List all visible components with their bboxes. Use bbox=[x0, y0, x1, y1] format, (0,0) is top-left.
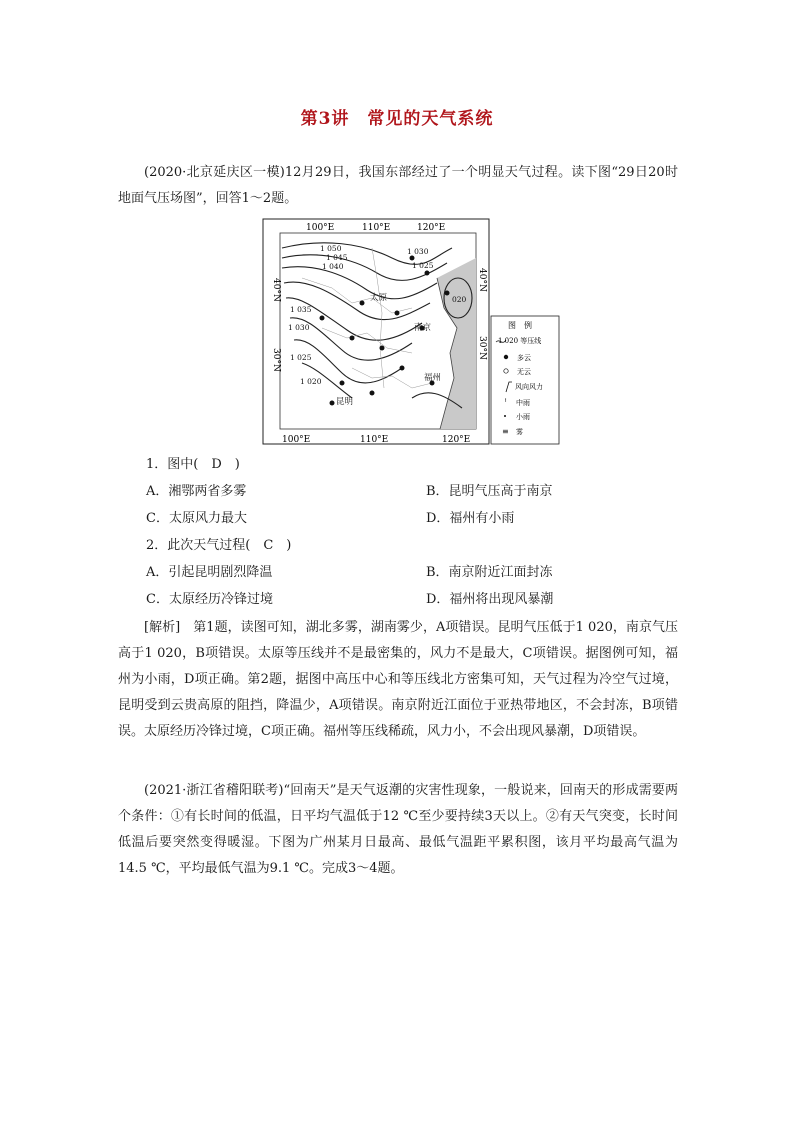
q1-option-b: B．昆明气压高于南京 bbox=[426, 484, 553, 499]
q1-option-a: A．湘鄂两省多雾 bbox=[146, 484, 247, 499]
question-intro-1: (2020·北京延庆区一模)12月29日，我国东部经过了一个明显天气过程。读下图“29日20时地面气压场图”，回答1～2题。 bbox=[118, 165, 678, 206]
q2-stem: 2．此次天气过程( C ) bbox=[146, 538, 292, 553]
isobar-label: 1 020 bbox=[300, 377, 322, 386]
svg-text:⠃: ⠃ bbox=[504, 398, 510, 406]
legend-cloudy: 多云 bbox=[517, 354, 531, 362]
isobar-label: 1 030 bbox=[288, 323, 310, 332]
lat-label-right: 30°N bbox=[477, 336, 487, 360]
pressure-map-figure bbox=[262, 218, 562, 446]
city-label-fuzhou: 福州 bbox=[424, 373, 442, 383]
q1-option-d: D．福州有小雨 bbox=[426, 511, 515, 526]
lat-label-left: 40°N bbox=[271, 278, 281, 302]
city-label-nanjing: 南京 bbox=[414, 323, 432, 333]
isobar-label: 1 035 bbox=[290, 305, 312, 314]
lon-label-bottom: 100°E bbox=[282, 435, 311, 445]
legend-moderate-rain: 中雨 bbox=[516, 399, 530, 407]
legend-clear: 无云 bbox=[517, 368, 531, 376]
legend-title: 图 例 bbox=[508, 321, 532, 330]
isobar-label: 020 bbox=[452, 295, 467, 304]
legend-isobar: 1 020 等压线 bbox=[498, 337, 542, 345]
lon-label-bottom: 120°E bbox=[442, 435, 471, 445]
legend-light-rain: 小雨 bbox=[516, 413, 530, 421]
city-label-kunming: 昆明 bbox=[336, 397, 354, 407]
isobar-label: 1 040 bbox=[322, 262, 344, 271]
legend-wind: 风向风力 bbox=[515, 383, 543, 391]
q2-option-d: D．福州将出现风暴潮 bbox=[426, 592, 554, 607]
q1-option-c: C．太原风力最大 bbox=[146, 511, 247, 526]
isobar-label: 1 030 bbox=[407, 247, 429, 256]
q2-option-a: A．引起昆明剧烈降温 bbox=[146, 565, 273, 580]
q2-option-c: C．太原经历冷锋过境 bbox=[146, 592, 273, 607]
lon-label-top: 110°E bbox=[362, 223, 391, 233]
svg-text:≡: ≡ bbox=[502, 427, 509, 436]
lon-label-bottom: 110°E bbox=[360, 435, 389, 445]
lon-label-top: 120°E bbox=[417, 223, 446, 233]
lat-label-left: 30°N bbox=[271, 348, 281, 372]
page-title: 第3讲 常见的天气系统 bbox=[300, 109, 494, 129]
isobar-label: 1 045 bbox=[326, 253, 348, 262]
isobar-label: 1 050 bbox=[320, 244, 342, 253]
q1-stem: 1．图中( D ) bbox=[146, 457, 240, 472]
lat-label-right: 40°N bbox=[477, 268, 487, 292]
city-label-taiyuan: 太原 bbox=[370, 293, 388, 303]
q2-option-b: B．南京附近江面封冻 bbox=[426, 565, 553, 580]
lon-label-top: 100°E bbox=[306, 223, 335, 233]
isobar-label: 1 025 bbox=[412, 261, 434, 270]
question-intro-2: (2021·浙江省稽阳联考)“回南天”是天气返潮的灾害性现象，一般说来，回南天的形成需要两个条件：①有长时间的低温，日平均气温低于12 ℃至少要持续3天以上。②有天气突变，长时间低温后要突然变得暖湿。下图为广州某月日最高、最低气温距平累积图，该月平均最高气温为14.5 ℃，平均最低气温为9.1 ℃。完成3～4题。 bbox=[118, 783, 678, 876]
analysis-text: [解析] 第1题，读图可知，湖北多雾，湖南雾少，A项错误。昆明气压低于1 020，南京气压高于1 020，B项错误。太原等压线并不是最密集的，风力不是最大，C项错误。据图例可知，福州为小雨，D项正确。第2题，据图中高压中心和等压线北方密集可知，天气过程为冷空气过境，昆明受到云贵高原的阻挡，降温少，A项错误。南京附近江面位于亚热带地区，不会封冻，B项错误。太原经历冷锋过境，C项正确。福州等压线稀疏，风力小，不会出现风暴潮，D项错误。 bbox=[118, 620, 678, 739]
legend-fog: 雾 bbox=[516, 428, 523, 436]
isobar-label: 1 025 bbox=[290, 353, 312, 362]
